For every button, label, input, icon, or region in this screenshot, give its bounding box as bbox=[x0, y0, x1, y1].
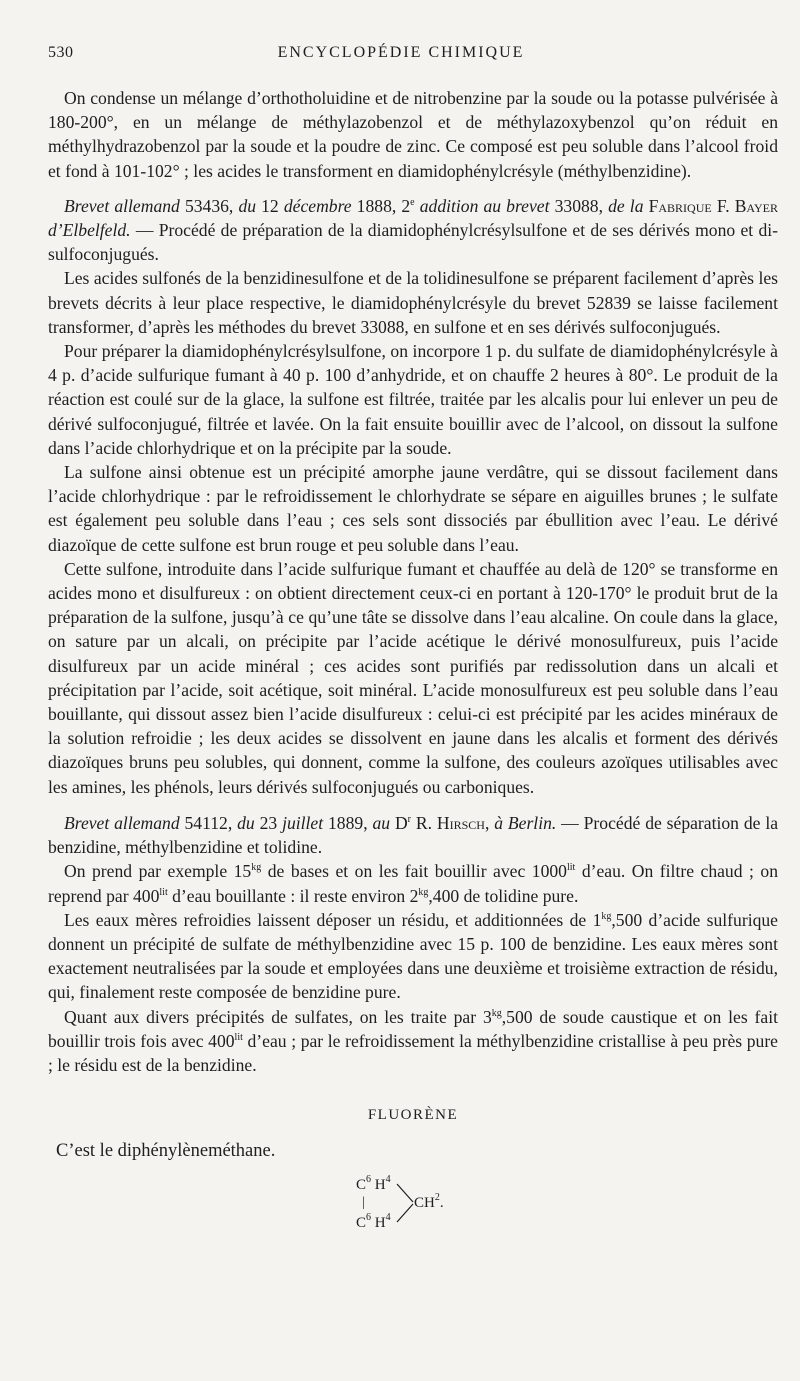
author-name: Hirsch bbox=[436, 812, 485, 833]
text-span: C bbox=[356, 1176, 367, 1193]
paragraph bbox=[48, 1005, 778, 1078]
unit: lit bbox=[566, 862, 576, 874]
patent-description: — Procédé de séparation de la benzidine, méthylbenzidine et tolidine. bbox=[48, 812, 779, 858]
patent-label: Brevet allemand bbox=[64, 195, 180, 216]
paragraph: Pour préparer la diamidophénylcrésylsulfone, on incorpore 1 p. du sulfate de diamidophénylcrésyle à 4 p. d’acide sulfurique fumant à 40 p. 100 d’anhydride, et on chauffe 2 heures à 80°. Le produit de la réaction est coulé sur de la glace, la sulfone est filtrée, traitée par les alcalis pour lui enlever un peu de dérivé sulfoconjugué, filtrée et lavée. On la fait ensuite bouillir avec de l’alcool, on dissout la sulfone dans l’acide chlorhydrique et on la précipite par la soude. bbox=[48, 341, 778, 458]
page-body bbox=[48, 86, 778, 1256]
chemical-formula bbox=[356, 1173, 496, 1256]
text-span: CH bbox=[414, 1194, 435, 1211]
text-span: de la bbox=[608, 195, 644, 216]
text-span: au bbox=[372, 812, 391, 833]
patent-heading bbox=[48, 811, 778, 859]
text-span: addition au brevet bbox=[419, 195, 550, 216]
bond-line-lower bbox=[397, 1204, 413, 1222]
patent-number: 54112, bbox=[179, 812, 238, 833]
running-title: ENCYCLOPÉDIE CHIMIQUE bbox=[277, 44, 525, 61]
text-span: du bbox=[237, 812, 255, 833]
formula-methylene bbox=[414, 1191, 444, 1211]
text-span: . bbox=[439, 1194, 444, 1211]
text-span: 6 bbox=[366, 1173, 372, 1185]
paragraph bbox=[48, 908, 778, 1005]
text-span: ,500 d’acide sulfurique donnent un précipité de sulfate de méthylbenzidine avec 15 p. 100 de benzidine. Les eaux mères sont exactement neutralisées par la soude et employées dans une deuxième et troisième extraction de résidu, qui, finalement reste composée de benzidine pure. bbox=[48, 909, 778, 1003]
text-span: 6 bbox=[366, 1211, 372, 1223]
text-span: e bbox=[410, 196, 415, 208]
paragraph: La sulfone ainsi obtenue est un précipité amorphe jaune verdâtre, qui se dissout facilement dans l’acide chlorhydrique : par le refroidissement le chlorhydrate se sépare en aiguilles brunes ; le sulfate est également peu soluble dans l’eau ; ces sels sont dissociés par ébullition avec l’eau. Le dérivé diazoïque de cette sulfone est brun rouge et peu soluble dans l’eau. bbox=[48, 462, 778, 555]
unit: kg bbox=[418, 886, 429, 898]
unit: lit bbox=[234, 1031, 243, 1043]
page-number: 530 bbox=[48, 44, 74, 61]
section-title: FLUORÈNE bbox=[367, 1107, 459, 1124]
page-header bbox=[48, 44, 754, 66]
text-span: d’Elbelfeld. bbox=[48, 220, 131, 241]
text-span: 1888, 2 bbox=[351, 195, 411, 216]
text-span: 12 bbox=[256, 195, 284, 216]
text-span: R. bbox=[411, 812, 437, 833]
text-span: Quant aux divers précipités de sulfates, on les traite par 3 bbox=[64, 1006, 492, 1027]
text-span: décembre bbox=[283, 195, 352, 216]
paragraph: On condense un mélange d’orthotholuidine et de nitrobenzine par la soude ou la potasse pulvérisée à 180-200°, en un mélange de méthylazobenzol et de méthylazoxybenzol qu’on réduit en méthylhydrazobenzol par la soude et la poudre de zinc. Ce composé est peu soluble dans l’alcool froid et fond à 101-102° ; les acides le transforment en diamidophénylcrésyle (méthylbenzidine). bbox=[48, 88, 778, 181]
paragraph: C’est le diphénylèneméthane. bbox=[56, 1141, 276, 1162]
patent-description: — Procédé de préparation de la diamidophénylcrésylsulfone et de ses dérivés mono et di-sulfoconjugués. bbox=[48, 220, 778, 265]
text-span: ,500 de soude caustique et on les fait bouillir trois fois avec 400 bbox=[48, 1006, 779, 1051]
paragraph: Les acides sulfonés de la benzidinesulfone et de la tolidinesulfone se préparent facilement d’après les brevets décrits à leur place respective, le diamidophénylcrésyle du brevet 52839 se laisse facilement transformer, d’après les méthodes du brevet 33088, en sulfone et en ses dérivés sulfoconjugués. bbox=[48, 268, 778, 337]
text-span: d’eau. On filtre chaud ; on reprend par 400 bbox=[48, 861, 779, 906]
text-span: d’eau bouillante : il reste environ 2 bbox=[167, 885, 419, 906]
text-span: 4 bbox=[385, 1173, 391, 1185]
text-span: 1889, bbox=[323, 812, 373, 833]
text-span: d’eau ; par le refroidissement la méthylbenzidine cristallise à peu près pure ; le résidu est de la benzidine. bbox=[48, 1030, 778, 1075]
text-span: On prend par exemple 15 bbox=[64, 861, 252, 882]
unit: lit bbox=[159, 886, 168, 898]
text-span: C bbox=[356, 1214, 367, 1231]
text-span: H bbox=[371, 1176, 386, 1193]
formula-bond: | bbox=[362, 1194, 365, 1210]
text-span: 4 bbox=[385, 1211, 391, 1223]
paragraph bbox=[48, 859, 778, 907]
text-span: 2 bbox=[434, 1191, 440, 1203]
patent-label: Brevet allemand bbox=[64, 812, 180, 833]
text-span: Les eaux mères refroidies laissent déposer un résidu, et additionnées de 1 bbox=[64, 909, 602, 930]
text-span: , bbox=[484, 812, 495, 833]
company-name: Fabrique F. Bayer bbox=[643, 195, 778, 216]
bond-line-upper bbox=[397, 1184, 413, 1202]
text-span: du bbox=[238, 195, 257, 216]
unit: kg bbox=[601, 910, 612, 922]
text-span: r bbox=[407, 813, 411, 825]
patent-number: 53436, bbox=[179, 195, 239, 216]
text-span: juillet bbox=[282, 812, 324, 833]
text-span: à Berlin. bbox=[494, 812, 557, 833]
unit: kg bbox=[491, 1007, 502, 1019]
formula-row-bottom bbox=[356, 1211, 391, 1231]
text-span: D bbox=[390, 812, 408, 833]
bond-lines bbox=[396, 1182, 416, 1226]
paragraph: Cette sulfone, introduite dans l’acide sulfurique fumant et chauffée au delà de 120° se transforme en acides mono et disulfureux : on obtient directement ceux-ci en portant à 120-170° le produit brut de la préparation de la sulfone, jusqu’à ce qu’une tâte se dissolve dans l’eau alcaline. On coule dans la glace, on sature par un alcali, on précipite par l’acide acétique le dérivé monosulfureux, puis l’acide disulfureux par un acide minéral ; ces acides sont purifiés par redissolution dans un alcali et précipitation par l’acide, soit acétique, soit minéral. L’acide monosulfureux est peu soluble dans l’eau bouillante, qui dissout assez bien l’acide disulfureux : celui-ci est précipité par les acides minéraux de la solution refroidie ; les deux acides se dissolvent en jaune dans les alcalis et forment des dérivés diazoïques bruns peu solubles, qui donnent, comme la sulfone, des couleurs azoïques utilisables avec les amines, les phénols, leurs dérivés sulfoconjugués ou carboniques. bbox=[48, 558, 778, 797]
unit: kg bbox=[251, 862, 262, 874]
text-span: H bbox=[371, 1214, 386, 1231]
text-span: 33088, bbox=[549, 195, 609, 216]
text-span: 23 bbox=[254, 812, 283, 833]
text-span: de bases et on les fait bouillir avec 1000 bbox=[261, 861, 567, 882]
formula-row-top bbox=[356, 1173, 391, 1193]
text-span: ,400 de tolidine pure. bbox=[428, 885, 579, 906]
patent-heading bbox=[48, 194, 778, 267]
